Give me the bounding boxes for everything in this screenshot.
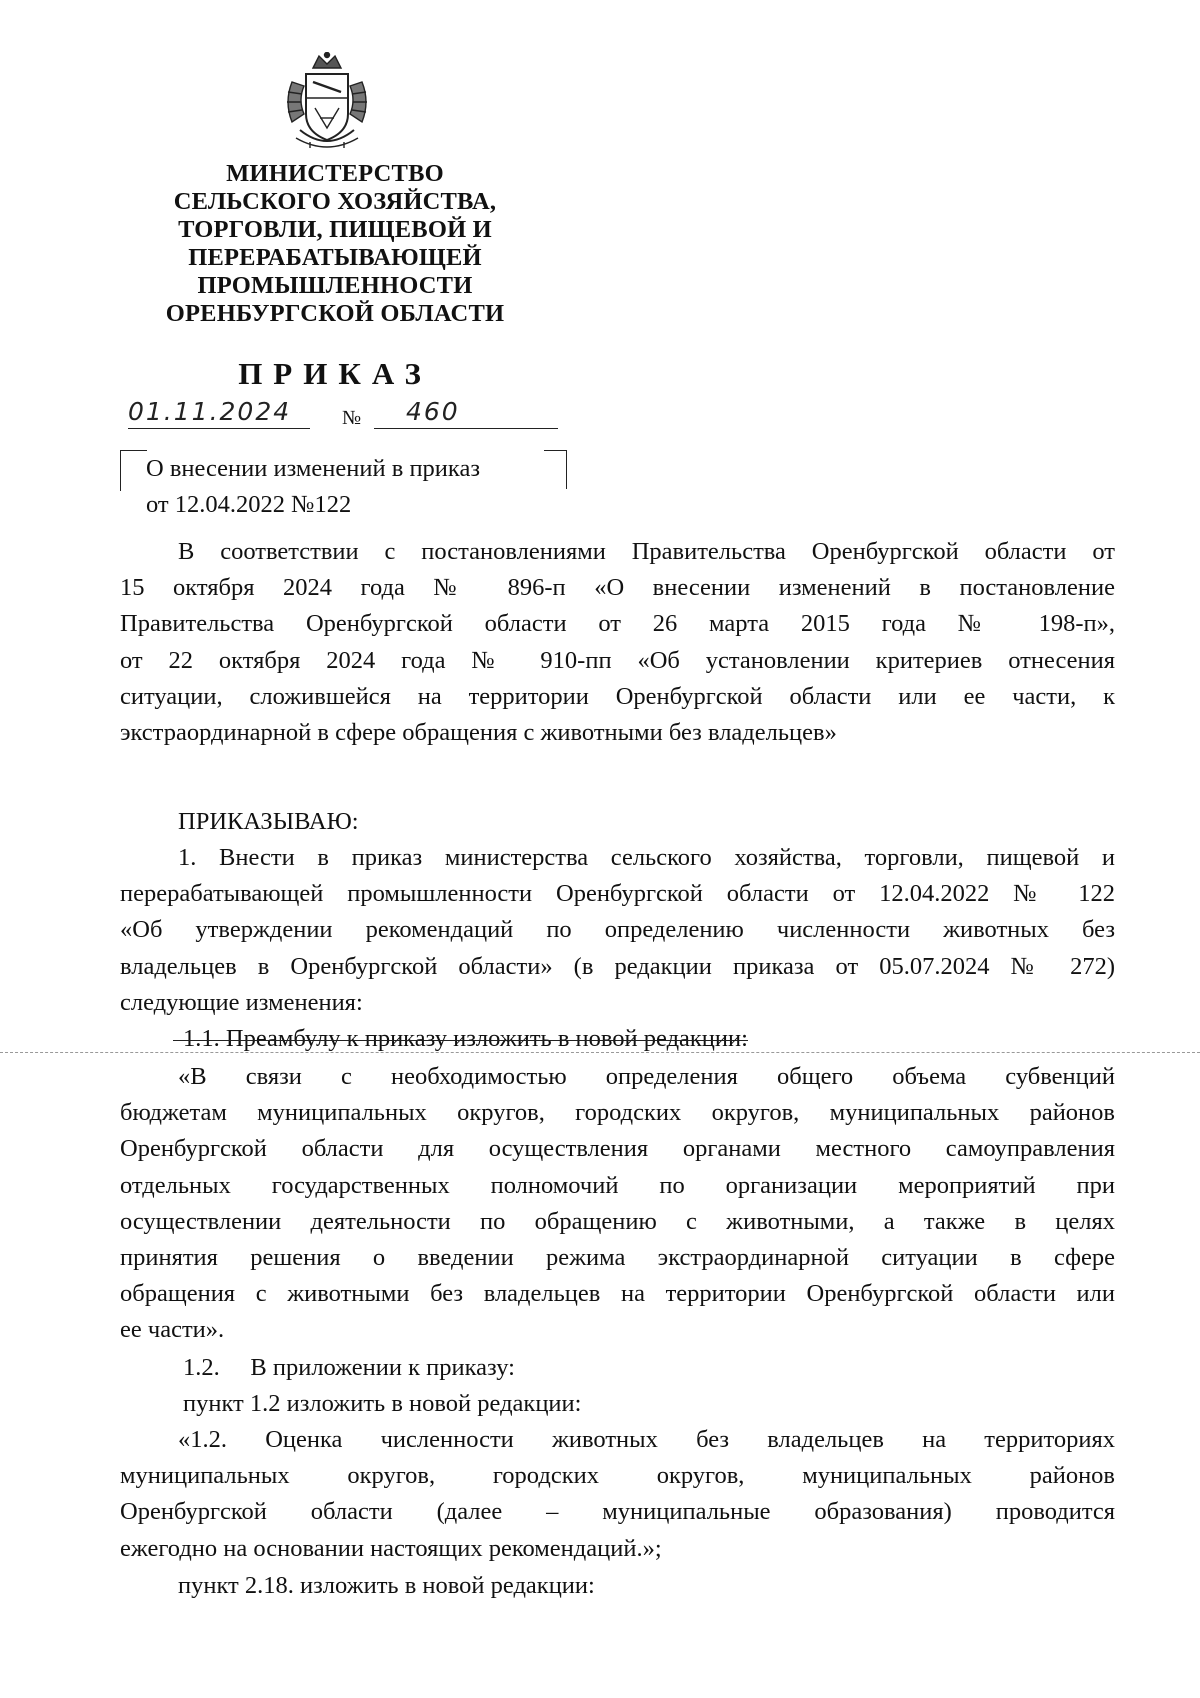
text-line: В соответствии с постановлениями Правительства Оренбургской области от bbox=[178, 538, 1115, 565]
ministry-line: ПРОМЫШЛЕННОСТИ bbox=[197, 272, 473, 299]
number-sign: № bbox=[342, 407, 362, 429]
ministry-name bbox=[130, 160, 540, 328]
text-line: владельцев в Оренбургской области» (в редакции приказа от 05.07.2024 № 272) bbox=[120, 952, 1115, 980]
preamble-paragraph bbox=[120, 534, 1115, 751]
text-line: «1.2. Оценка численности животных без владельцев на территориях bbox=[178, 1426, 1115, 1453]
text-line: Оренбургской области для осуществления органами местного самоуправления bbox=[120, 1135, 1115, 1163]
subject-line: от 12.04.2022 №122 bbox=[146, 491, 352, 518]
handwritten-date: 01.11.2024 bbox=[128, 397, 292, 426]
ministry-line: ОРЕНБУРГСКОЙ ОБЛАСТИ bbox=[165, 300, 505, 327]
text-line: перерабатывающей промышленности Оренбургской области от 12.04.2022 № 122 bbox=[120, 880, 1115, 908]
text-line: ее части». bbox=[120, 1316, 225, 1344]
text-line: осуществлении деятельности по обращению с животными, а также в целях bbox=[120, 1207, 1115, 1235]
order-word: ПРИКАЗЫВАЮ: bbox=[178, 808, 359, 835]
text-line: «В связи с необходимостью определения общего объема субвенций bbox=[178, 1063, 1115, 1090]
item-1-paragraph bbox=[120, 840, 1115, 1021]
ministry-line: ПЕРЕРАБАТЫВАЮЩЕЙ bbox=[188, 244, 482, 271]
date-underline bbox=[128, 428, 310, 429]
item-1-2-heading: 1.2. В приложении к приказу: bbox=[183, 1354, 515, 1381]
subject-block bbox=[120, 450, 540, 520]
struck-text: 1.1. Преамбулу к приказу изложить в новой редакции: bbox=[183, 1025, 748, 1052]
text-line: ежегодно на основании настоящих рекомендаций.»; bbox=[120, 1534, 662, 1562]
item-1-1-heading bbox=[120, 1021, 1115, 1057]
number-underline bbox=[374, 428, 558, 429]
text-line: отдельных государственных полномочий по организации мероприятий при bbox=[120, 1171, 1115, 1199]
text-line: Оренбургской области (далее – муниципальные образования) проводится bbox=[120, 1498, 1115, 1526]
subject-line: О внесении изменений в приказ bbox=[146, 455, 481, 482]
subject-text bbox=[146, 451, 480, 523]
text-line: 1. Внести в приказ министерства сельского хозяйства, торговли, пищевой и bbox=[178, 844, 1115, 871]
text-line: от 22 октября 2024 года № 910-пп «Об установлении критериев отнесения bbox=[120, 646, 1115, 674]
item-1-1-paragraph bbox=[120, 1059, 1115, 1349]
ministry-line: ТОРГОВЛИ, ПИЩЕВОЙ И bbox=[178, 216, 492, 243]
text-line: экстраординарной в сфере обращения с животными без владельцев» bbox=[120, 719, 837, 747]
text-line: Правительства Оренбургской области от 26 марта 2015 года № 198-п», bbox=[120, 610, 1115, 638]
date-number-line bbox=[128, 399, 558, 435]
coat-of-arms-emblem bbox=[280, 52, 374, 150]
text-line: ситуации, сложившейся на территории Оренбургской области или ее части, к bbox=[120, 682, 1115, 710]
text-line: принятия решения о введении режима экстраординарной ситуации в сфере bbox=[120, 1244, 1115, 1272]
text-line: муниципальных округов, городских округов, муниципальных районов bbox=[120, 1462, 1115, 1490]
point-2-18-intro: пункт 2.18. изложить в новой редакции: bbox=[178, 1572, 595, 1599]
handwritten-number: 460 bbox=[406, 397, 460, 426]
point-1-2-paragraph bbox=[120, 1422, 1115, 1567]
point-1-2-intro: пункт 1.2 изложить в новой редакции: bbox=[183, 1390, 582, 1417]
text-line: бюджетам муниципальных округов, городских округов, муниципальных районов bbox=[120, 1099, 1115, 1127]
text-line: «Об утверждении рекомендаций по определению численности животных без bbox=[120, 916, 1115, 944]
text-line: обращения с животными без владельцев на территории Оренбургской области или bbox=[120, 1280, 1115, 1308]
bracket-top-left bbox=[120, 450, 147, 491]
text-line: 15 октября 2024 года № 896-п «О внесении изменений в постановление bbox=[120, 574, 1115, 602]
bracket-top-right bbox=[544, 450, 567, 489]
ministry-line: СЕЛЬСКОГО ХОЗЯЙСТВА, bbox=[173, 188, 497, 215]
document-type-title: ПРИКАЗ bbox=[238, 356, 432, 391]
text-line: следующие изменения: bbox=[120, 988, 363, 1016]
ministry-line: МИНИСТЕРСТВО bbox=[226, 160, 444, 187]
